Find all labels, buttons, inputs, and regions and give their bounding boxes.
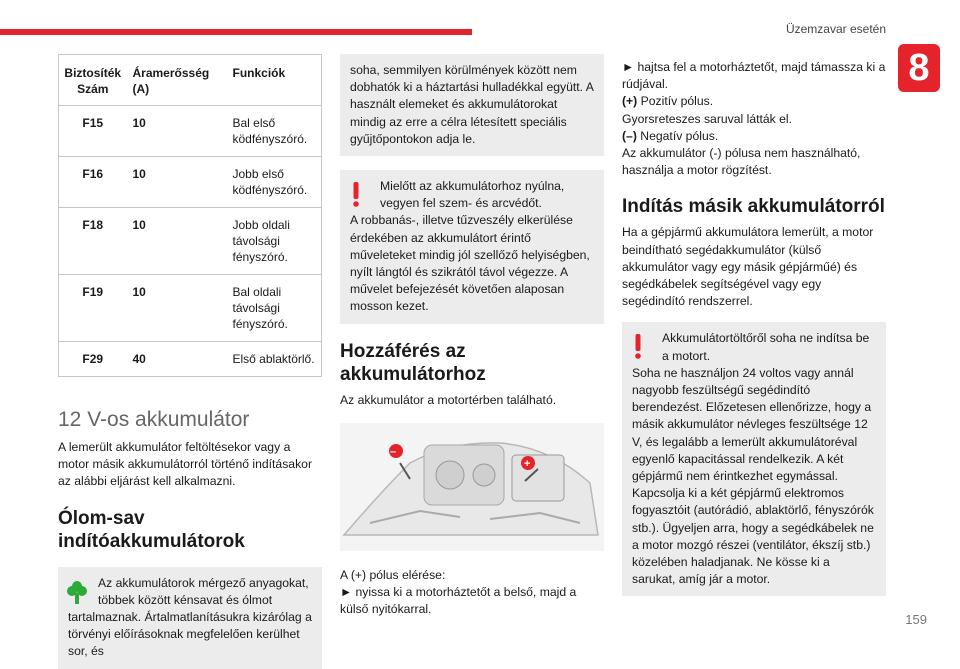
fuse-table-header xyxy=(59,55,322,106)
support-bonnet-step: ► hajtsa fel a motorháztetőt, majd támassza ki a rúdjával. xyxy=(622,60,886,92)
jump-start-warning xyxy=(622,322,886,596)
table-row xyxy=(59,157,322,208)
environment-note-continued-text: soha, semmilyen körülmények között nem dobhatók ki a háztartási hulladékkal együtt. A használt elemeket és akkumulátorokat mindig az erre a célra létesített speciális gyűjtőpontokon adja le. xyxy=(350,63,594,146)
table-row xyxy=(59,342,322,377)
fuse-current: 40 xyxy=(129,342,229,377)
warning-exclamation-icon xyxy=(634,334,642,365)
header-accent-bar xyxy=(0,29,472,35)
positive-terminal-label: (+) xyxy=(622,94,638,109)
svg-text:–: – xyxy=(390,445,397,458)
fuse-current: 10 xyxy=(129,106,229,157)
safety-warning xyxy=(340,170,604,324)
access-heading: Hozzáférés az akkumulátorhoz xyxy=(340,340,486,385)
fuse-header-current: Áramerősség (A) xyxy=(129,55,229,106)
column-3 xyxy=(622,59,886,596)
column-2 xyxy=(340,54,604,618)
table-row xyxy=(59,275,322,342)
fuse-function: Első ablaktörlő. xyxy=(229,342,322,377)
fuse-current: 10 xyxy=(129,275,229,342)
jump-start-heading: Indítás másik akkumulátorról xyxy=(622,196,885,218)
environment-note-first: Az akkumulátorok mérgező anyagokat, többek között kénsavat és ólmot xyxy=(98,575,309,607)
negative-terminal-line xyxy=(622,128,886,145)
fuse-function: Bal oldali távolsági fényszóró. xyxy=(229,275,322,342)
environment-note-continued xyxy=(340,54,604,156)
page-number: 159 xyxy=(905,612,927,627)
column-1 xyxy=(58,54,322,669)
negative-terminal-label: (–) xyxy=(622,128,637,143)
fuse-table xyxy=(58,54,322,377)
fuse-number: F16 xyxy=(59,157,129,208)
warning-exclamation-icon xyxy=(352,182,360,213)
fuse-number: F18 xyxy=(59,208,129,275)
table-row xyxy=(59,106,322,157)
positive-terminal-line xyxy=(622,93,886,110)
table-row xyxy=(59,208,322,275)
engine-bay-illustration xyxy=(340,423,604,551)
svg-text:+: + xyxy=(524,457,531,470)
open-bonnet-step: ► nyissa ki a motorháztetőt a belső, majd a külső nyitókarral. xyxy=(340,585,577,617)
quick-clamp-text: Gyorsreteszes saruval látták el. xyxy=(622,111,793,126)
jump-start-text: Ha a gépjármű akkumulátora lemerült, a motor beindítható segédakkumulátor (külső akkumulátor vagy egy másik gépjárműé) és segédkábelek segítségével vagy egy segédindító rendszerrel. xyxy=(622,225,874,309)
jump-start-warning-first: Akkumulátortöltőről soha ne indítsa be a motort. xyxy=(662,331,870,363)
tree-icon xyxy=(66,579,88,610)
fuse-number: F15 xyxy=(59,106,129,157)
fuse-number: F19 xyxy=(59,275,129,342)
jump-start-warning-rest: Soha ne használjon 24 voltos vagy annál nagyobb feszültségű segédindító berendezést. Előzetesen ellenőrizze, hogy a másik akkumulátor névleges feszültsége 12 V, és legalább a lemerült akkumulátoréval egyenlő kapacitással rendelkezik. A két gépjármű nem érintkezhet egymással. Kapcsolja ki a két gépjármű elektromos fogyasztóit (autórádió, ablaktörlő, fényszórók stb.). Ügyeljen arra, hogy a segédkábelek ne a motor mozgó részei (ventilátor, ékszíj stb.) közelében haladjanak. Ne kösse ki a sarukat, amíg jár a motor. xyxy=(632,365,874,587)
fuse-current: 10 xyxy=(129,157,229,208)
ground-point-text: Az akkumulátor (-) pólusa nem használható, használja a motor rögzítést. xyxy=(622,146,861,178)
fuse-function: Jobb oldali távolsági fényszóró. xyxy=(229,208,322,275)
safety-warning-first: Mielőtt az akkumulátorhoz nyúlna, vegyen fel szem- és arcvédőt. xyxy=(380,179,565,211)
fuse-header-number: Biztosíték Szám xyxy=(59,55,129,106)
fuse-function: Bal első ködfényszóró. xyxy=(229,106,322,157)
fuse-header-function: Funkciók xyxy=(229,55,322,106)
negative-terminal-text: Negatív pólus. xyxy=(636,128,719,143)
environment-note xyxy=(58,567,322,669)
positive-terminal-text: Pozitív pólus. xyxy=(637,94,714,109)
fuse-function: Jobb első ködfényszóró. xyxy=(229,157,322,208)
battery-intro: A lemerült akkumulátor feltöltésekor vagy a motor másik akkumulátorról történő indításakor az alábbi eljárást kell alkalmazni. xyxy=(58,440,313,489)
safety-warning-rest: A robbanás-, illetve tűzveszély elkerülése érdekében az akkumulátort érintő műveleteket mindig jól szellőző helyiségben, nyílt lángtól és szikrától távol végezze. A művelet befejezését követően alaposan mosson kezet. xyxy=(350,213,590,314)
access-text: Az akkumulátor a motortérben található. xyxy=(340,392,557,407)
terminal-intro: A (+) pólus elérése: xyxy=(340,567,446,582)
battery-heading: 12 V-os akkumulátor xyxy=(58,408,250,431)
environment-note-rest: tartalmaznak. Ártalmatlanításukra kizárólag a törvényi előírásoknak megfelelően kerülhet sor, és xyxy=(68,610,312,659)
fuse-current: 10 xyxy=(129,208,229,275)
fuse-number: F29 xyxy=(59,342,129,377)
chapter-badge: 8 xyxy=(898,44,940,92)
lead-acid-heading: Ólom-sav indítóakkumulátorok xyxy=(58,507,245,552)
section-title: Üzemzavar esetén xyxy=(785,22,886,36)
